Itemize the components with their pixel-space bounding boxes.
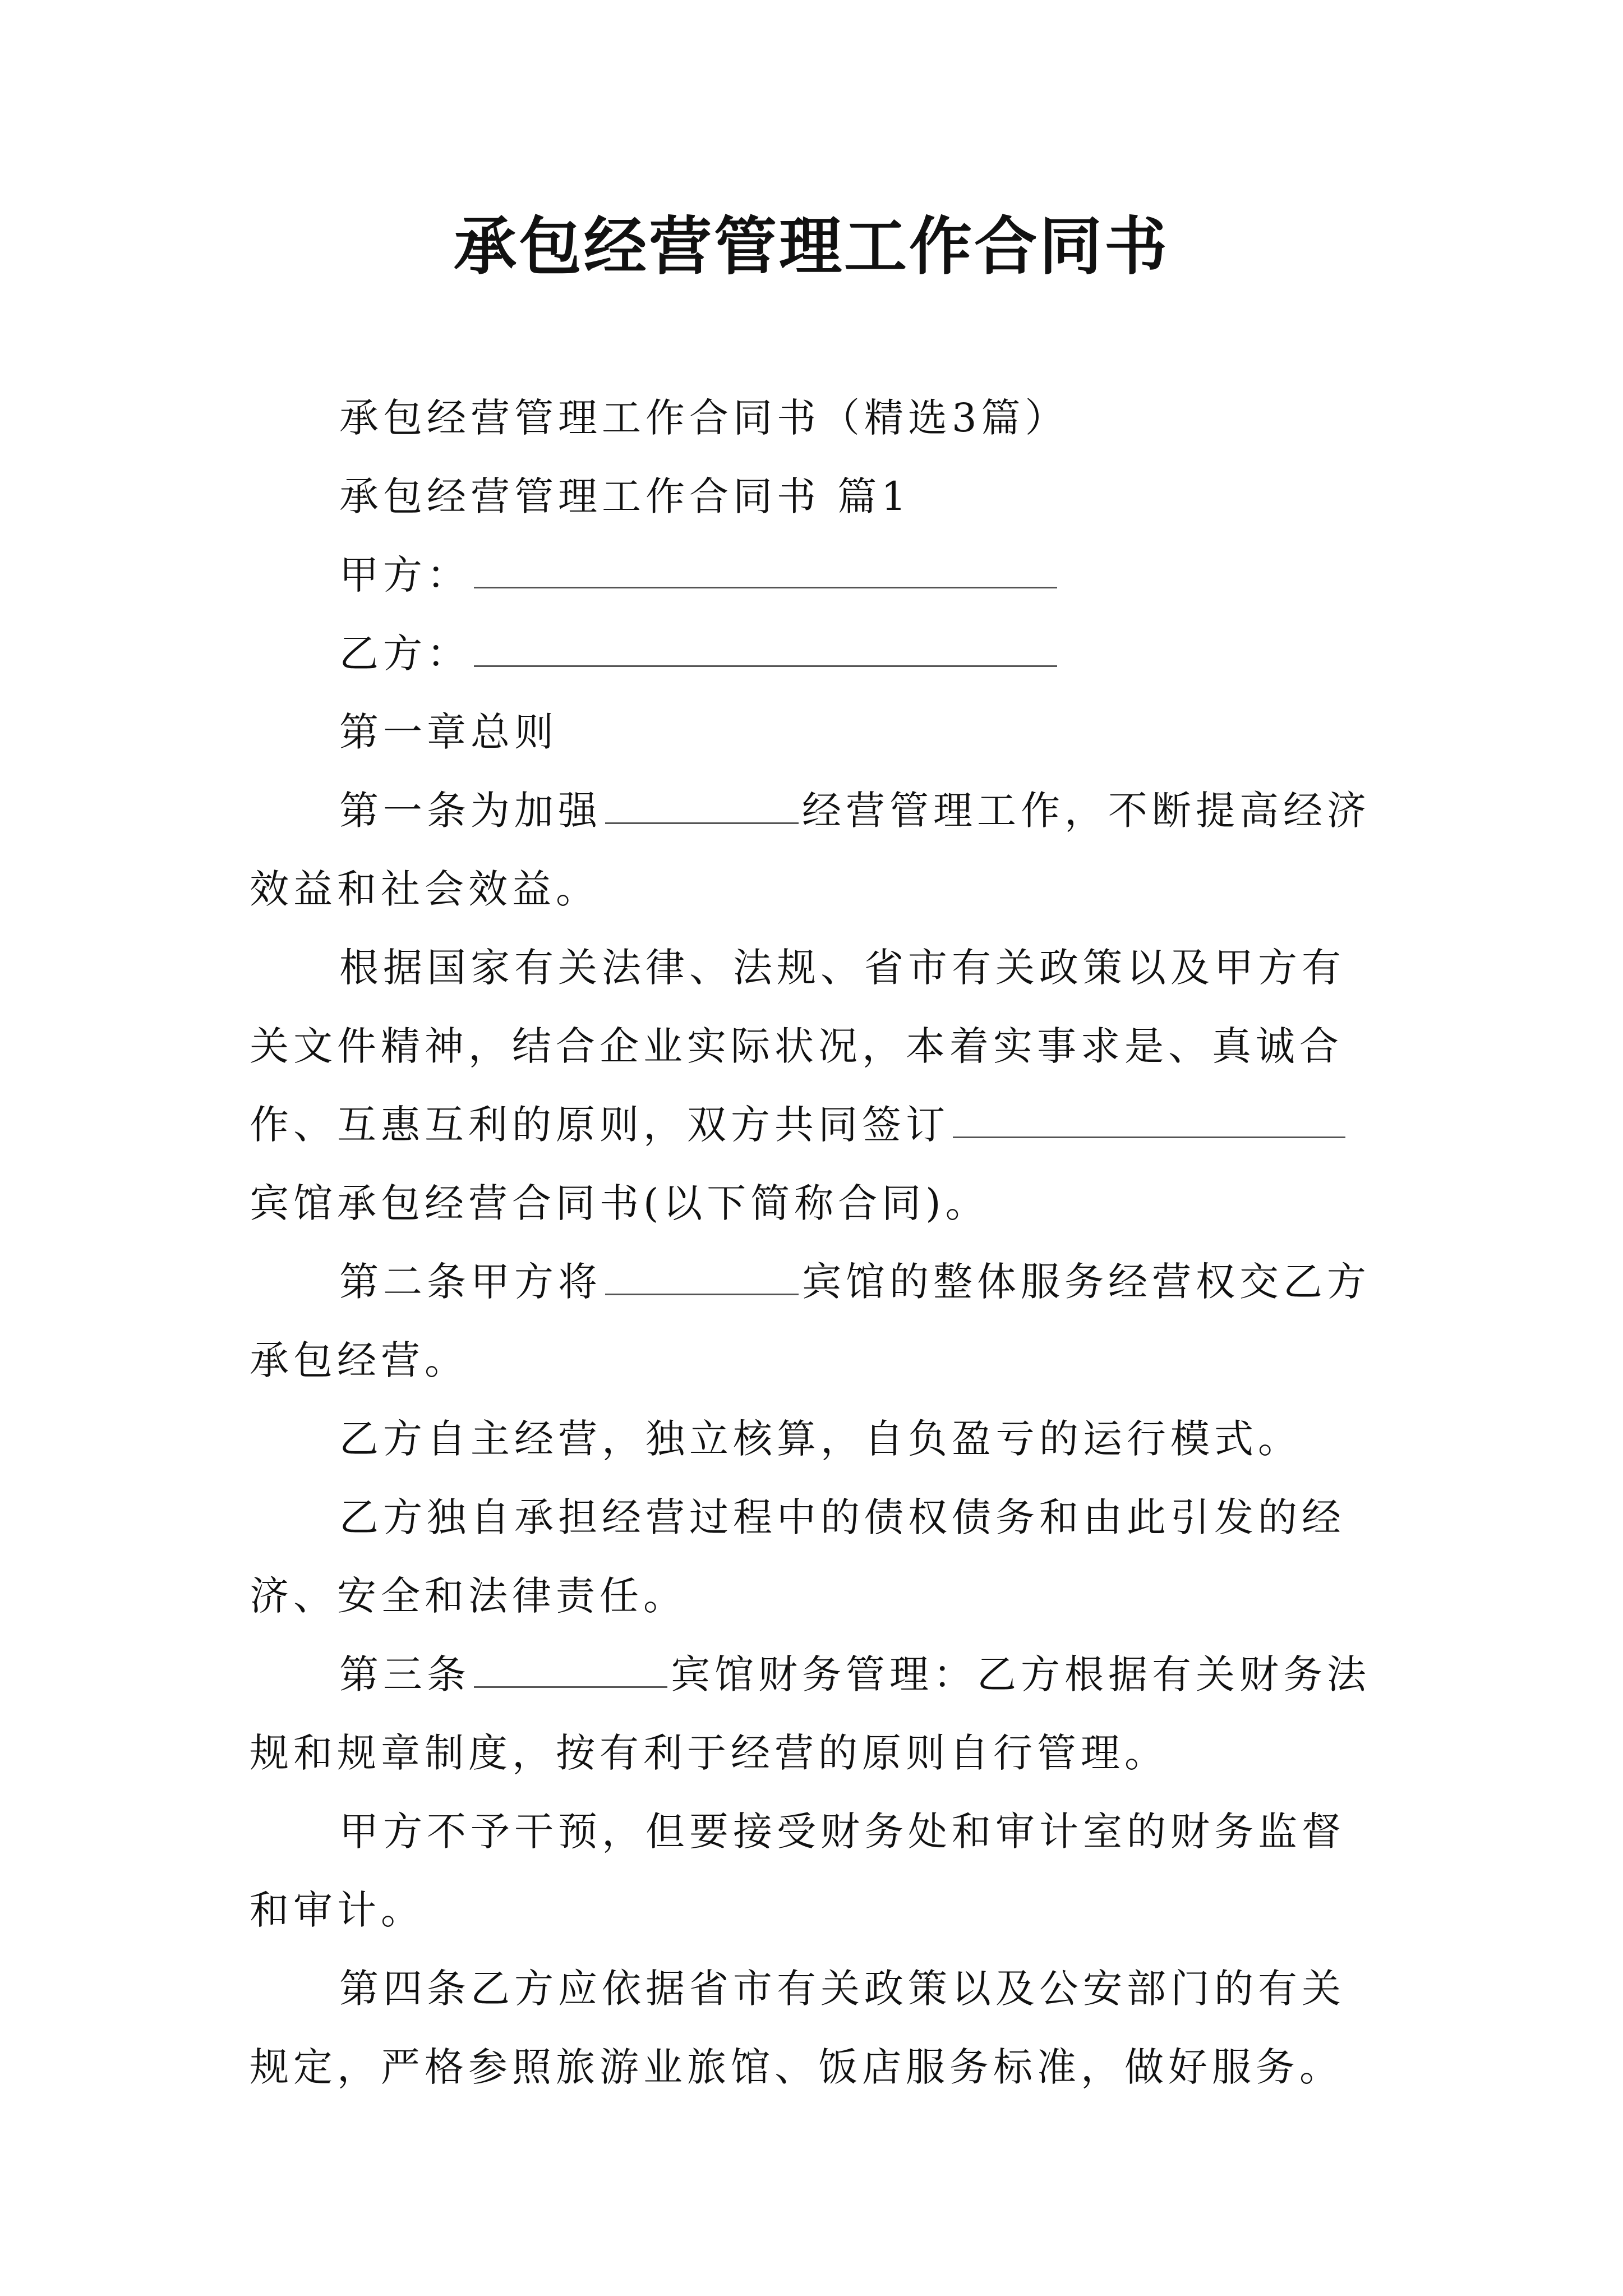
party-a-label: 甲方： — [339, 552, 471, 598]
party-b-line — [250, 614, 1382, 693]
party-b-label: 乙方： — [339, 631, 471, 677]
article-3 — [250, 1635, 1382, 1792]
party-a-blank — [474, 586, 1057, 588]
article-2-liability: 乙方独自承担经营过程中的债权债务和由此引发的经济、安全和法律责任。 — [250, 1494, 1345, 1619]
basis-text-a: 根据国家有关法律、法规、省市有关政策以及甲方有关文件精神，结合企业实际状况，本着实事求是、真诚合作、互惠互利的原则，双方共同签订 — [250, 945, 1345, 1148]
article-2-blank — [605, 1293, 799, 1295]
article-4: 第四条乙方应依据省市有关政策以及公安部门的有关规定，严格参照旅游业旅馆、饭店服务标准，做好服务。 — [250, 1966, 1345, 2090]
document-title: 承包经营管理工作合同书 — [454, 210, 1169, 283]
document-body — [250, 379, 1382, 2106]
article-1-basis — [250, 928, 1382, 1243]
article-2-mode: 乙方自主经营，独立核算，自负盈亏的运行模式。 — [339, 1416, 1302, 1462]
article-2-text-b: 宾馆的整体服务经营权交乙方承包经营。 — [250, 1259, 1371, 1383]
article-1-blank — [605, 822, 799, 824]
article-1-text-a: 第一条为加强 — [339, 788, 602, 834]
article-3-audit: 甲方不予干预，但要接受财务处和审计室的财务监督和审计。 — [250, 1809, 1345, 1933]
article-2 — [250, 1243, 1382, 1400]
article-1 — [250, 771, 1382, 928]
article-3-text-b: 宾馆财务管理：乙方根据有关财务法规和规章制度，按有利于经营的原则自行管理。 — [250, 1651, 1371, 1776]
chapter-heading: 第一章总则 — [339, 709, 558, 755]
basis-blank — [953, 1136, 1345, 1138]
party-a-line — [250, 536, 1382, 614]
basis-text-b: 宾馆承包经营合同书(以下简称合同)。 — [250, 1180, 989, 1226]
article-1-text-b: 经营管理工作，不断提高经济效益和社会效益。 — [250, 788, 1371, 912]
party-b-blank — [474, 665, 1057, 667]
article-3-text-a: 第三条 — [339, 1651, 471, 1697]
paragraph-section-heading: 承包经营管理工作合同书 篇1 — [339, 473, 911, 519]
paragraph-subtitle: 承包经营管理工作合同书（精选3篇） — [339, 395, 1069, 441]
article-3-blank — [474, 1686, 667, 1688]
article-2-text-a: 第二条甲方将 — [339, 1259, 602, 1305]
